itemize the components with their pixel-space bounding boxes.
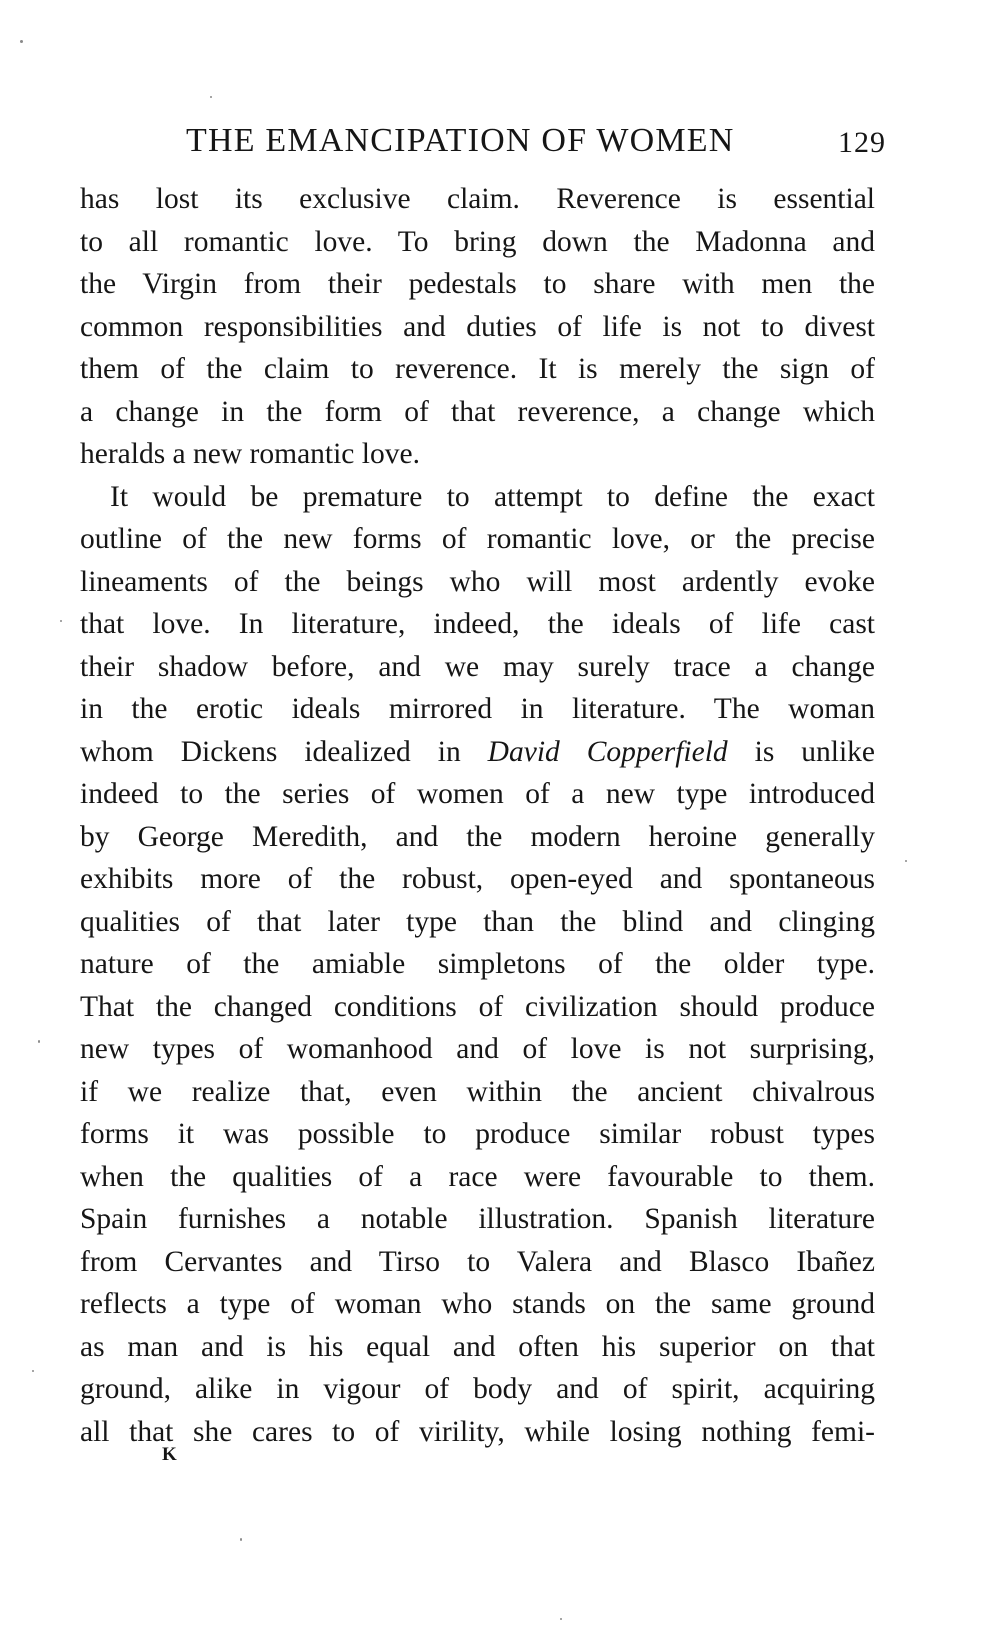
book-title-italic: David Copperfield [487, 735, 728, 768]
text-line: Spain furnishes a notable illustration. Spanish literature [80, 1203, 875, 1235]
text-line: has lost its exclusive claim. Reverence is essential [80, 183, 875, 215]
scan-speck [60, 620, 62, 622]
body-text [80, 178, 875, 1453]
text-segment: whom Dickens idealized in [80, 735, 488, 768]
text-line: a change in the form of that reverence, a change which [80, 395, 875, 428]
scan-speck [560, 1618, 562, 1620]
text-line: the Virgin from their pedestals to share with men the [80, 268, 875, 300]
scan-speck [20, 40, 23, 43]
text-line: heralds a new romantic love. [80, 438, 420, 470]
text-line: all that she cares to of virility, while losing nothing femi- [80, 1415, 875, 1448]
text-line: exhibits more of the robust, open-eyed and spontaneous [80, 863, 875, 895]
scan-speck [240, 1538, 242, 1541]
text-line: indeed to the series of women of a new type introduced [80, 778, 875, 810]
page-number: 129 [838, 126, 886, 159]
text-line: if we realize that, even within the ancient chivalrous [80, 1075, 875, 1108]
text-line: reflects a type of woman who stands on the same ground [80, 1288, 875, 1320]
running-title: THE EMANCIPATION OF WOMEN [186, 122, 735, 159]
text-line: ground, alike in vigour of body and of spirit, acquiring [80, 1373, 875, 1405]
text-line: That the changed conditions of civilization should produce [80, 990, 875, 1023]
scan-speck [210, 96, 212, 98]
text-line: to all romantic love. To bring down the Madonna and [80, 225, 875, 258]
scan-speck [905, 860, 907, 862]
text-line: lineaments of the beings who will most ardently evoke [80, 565, 875, 598]
scan-speck [38, 1040, 40, 1043]
text-line: new types of womanhood and of love is not surprising, [80, 1033, 875, 1065]
text-line: their shadow before, and we may surely trace a change [80, 650, 875, 683]
text-line: It would be premature to attempt to define the exact [110, 480, 875, 513]
text-line: outline of the new forms of romantic love, or the precise [80, 523, 875, 555]
scan-speck [32, 1370, 34, 1372]
text-line: nature of the amiable simpletons of the older type. [80, 948, 875, 980]
text-segment: is unlike [727, 735, 876, 768]
text-line: qualities of that later type than the blind and clinging [80, 905, 875, 938]
text-line: them of the claim to reverence. It is merely the sign of [80, 353, 875, 385]
text-line-with-italic [80, 731, 875, 774]
running-head [186, 122, 886, 162]
text-line: forms it was possible to produce similar robust types [80, 1118, 875, 1150]
text-line: when the qualities of a race were favourable to them. [80, 1160, 875, 1193]
text-line: by George Meredith, and the modern heroine generally [80, 820, 875, 853]
text-line: in the erotic ideals mirrored in literature. The woman [80, 693, 875, 725]
text-line: common responsibilities and duties of life is not to divest [80, 310, 875, 343]
text-line: that love. In literature, indeed, the ideals of life cast [80, 608, 875, 640]
text-line: from Cervantes and Tirso to Valera and Blasco Ibañez [80, 1245, 875, 1278]
signature-mark: K [162, 1444, 178, 1465]
text-line: as man and is his equal and often his superior on that [80, 1330, 875, 1363]
